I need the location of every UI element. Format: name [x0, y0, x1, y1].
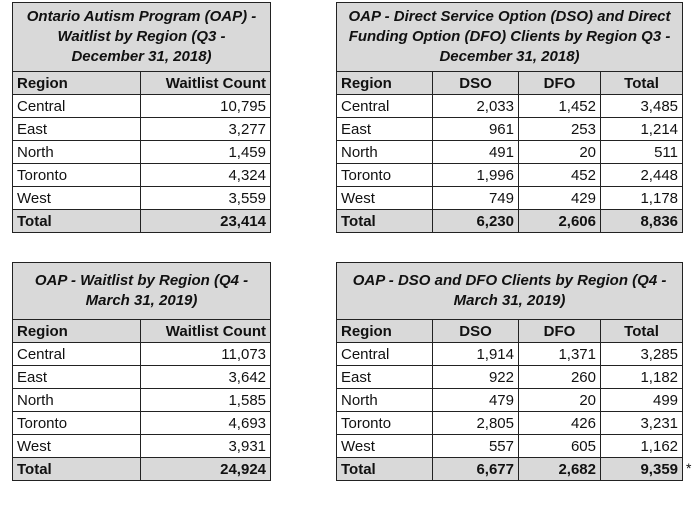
total-value: 24,924 — [141, 458, 271, 481]
column-header: Total — [601, 320, 683, 343]
total-label: Total — [13, 458, 141, 481]
table-row — [13, 412, 271, 435]
table-title — [337, 263, 683, 320]
value-cell: 4,693 — [141, 412, 271, 435]
value-cell: 1,585 — [141, 389, 271, 412]
dfo-cell: 20 — [519, 141, 601, 164]
total-row — [13, 210, 271, 233]
column-header: Total — [601, 72, 683, 95]
column-header: Region — [13, 72, 141, 95]
table-row — [337, 141, 683, 164]
table-row — [337, 366, 683, 389]
region-cell: Central — [13, 343, 141, 366]
total-label: Total — [337, 210, 433, 233]
dso-cell: 557 — [433, 435, 519, 458]
dfo-cell: 605 — [519, 435, 601, 458]
table-row — [337, 187, 683, 210]
region-cell: Toronto — [13, 412, 141, 435]
footnote-marker: * — [686, 460, 692, 476]
region-cell: Toronto — [337, 164, 433, 187]
total-cell: 2,448 — [601, 164, 683, 187]
total-cell: 3,485 — [601, 95, 683, 118]
value-cell: 10,795 — [141, 95, 271, 118]
dfo-cell: 253 — [519, 118, 601, 141]
header-row — [337, 72, 683, 95]
dfo-cell: 1,452 — [519, 95, 601, 118]
dso-cell: 491 — [433, 141, 519, 164]
region-cell: Central — [337, 343, 433, 366]
table-row — [13, 435, 271, 458]
title-line: December 31, 2018) — [439, 48, 580, 65]
region-cell: North — [13, 141, 141, 164]
table-row — [13, 118, 271, 141]
dso-cell: 1,996 — [433, 164, 519, 187]
region-cell: West — [337, 435, 433, 458]
waitlist-q4-table — [12, 262, 271, 481]
dso-cell: 749 — [433, 187, 519, 210]
dso-cell: 961 — [433, 118, 519, 141]
region-cell: East — [337, 366, 433, 389]
region-cell: Central — [337, 95, 433, 118]
total-cell: 1,182 — [601, 366, 683, 389]
dso-dfo-q3-table — [336, 2, 683, 233]
total-cell: 1,214 — [601, 118, 683, 141]
total-value: 23,414 — [141, 210, 271, 233]
table-row — [337, 95, 683, 118]
total-dso: 6,677 — [433, 458, 519, 481]
title-line: Waitlist by Region (Q3 - — [57, 28, 226, 45]
title-line: December 31, 2018) — [71, 48, 212, 65]
region-cell: East — [13, 366, 141, 389]
title-line: March 31, 2019) — [85, 292, 198, 309]
title-line: OAP - Waitlist by Region (Q4 - — [34, 272, 249, 289]
title-line: OAP - DSO and DFO Clients by Region (Q4 - — [352, 272, 667, 289]
title-line: March 31, 2019) — [453, 292, 566, 309]
value-cell: 4,324 — [141, 164, 271, 187]
region-cell: North — [337, 141, 433, 164]
total-cell: 1,178 — [601, 187, 683, 210]
dfo-cell: 452 — [519, 164, 601, 187]
table-row — [337, 118, 683, 141]
region-cell: West — [13, 435, 141, 458]
dso-dfo-q4-table — [336, 262, 683, 481]
dso-cell: 2,805 — [433, 412, 519, 435]
table-row — [13, 389, 271, 412]
table-row — [13, 343, 271, 366]
column-header: DSO — [433, 72, 519, 95]
table-row — [337, 389, 683, 412]
value-cell: 11,073 — [141, 343, 271, 366]
column-header: DFO — [519, 320, 601, 343]
region-cell: Toronto — [337, 412, 433, 435]
total-all: 9,359 — [601, 458, 683, 481]
region-cell: Central — [13, 95, 141, 118]
region-cell: North — [13, 389, 141, 412]
region-cell: Toronto — [13, 164, 141, 187]
table-row — [13, 164, 271, 187]
total-cell: 1,162 — [601, 435, 683, 458]
waitlist-q3-table — [12, 2, 271, 233]
table-row — [13, 187, 271, 210]
total-cell: 3,231 — [601, 412, 683, 435]
value-cell: 3,642 — [141, 366, 271, 389]
dfo-cell: 426 — [519, 412, 601, 435]
table-row — [13, 141, 271, 164]
column-header: Region — [337, 320, 433, 343]
column-header: DFO — [519, 72, 601, 95]
dso-cell: 922 — [433, 366, 519, 389]
header-row — [13, 72, 271, 95]
value-cell: 3,559 — [141, 187, 271, 210]
dfo-cell: 20 — [519, 389, 601, 412]
dso-cell: 1,914 — [433, 343, 519, 366]
title-line: Ontario Autism Program (OAP) - — [26, 8, 257, 25]
table-row — [13, 95, 271, 118]
table-row — [337, 343, 683, 366]
table-title — [337, 3, 683, 72]
table-title — [13, 3, 271, 72]
table-row — [337, 435, 683, 458]
region-cell: West — [13, 187, 141, 210]
region-cell: East — [13, 118, 141, 141]
dfo-cell: 260 — [519, 366, 601, 389]
column-header: Region — [13, 320, 141, 343]
total-cell: 3,285 — [601, 343, 683, 366]
value-cell: 3,277 — [141, 118, 271, 141]
total-all: 8,836 — [601, 210, 683, 233]
column-header: Region — [337, 72, 433, 95]
title-line: OAP - Direct Service Option (DSO) and Direct — [348, 8, 671, 25]
total-label: Total — [13, 210, 141, 233]
total-cell: 499 — [601, 389, 683, 412]
dso-cell: 479 — [433, 389, 519, 412]
dfo-cell: 1,371 — [519, 343, 601, 366]
total-row — [337, 458, 683, 481]
total-row — [337, 210, 683, 233]
total-cell: 511 — [601, 141, 683, 164]
region-cell: West — [337, 187, 433, 210]
total-label: Total — [337, 458, 433, 481]
table-row — [13, 366, 271, 389]
dfo-cell: 429 — [519, 187, 601, 210]
column-header: DSO — [433, 320, 519, 343]
value-cell: 1,459 — [141, 141, 271, 164]
header-row — [337, 320, 683, 343]
value-cell: 3,931 — [141, 435, 271, 458]
total-row — [13, 458, 271, 481]
dso-cell: 2,033 — [433, 95, 519, 118]
region-cell: North — [337, 389, 433, 412]
total-dfo: 2,606 — [519, 210, 601, 233]
header-row — [13, 320, 271, 343]
table-row — [337, 412, 683, 435]
table-row — [337, 164, 683, 187]
table-title — [13, 263, 271, 320]
region-cell: East — [337, 118, 433, 141]
column-header: Waitlist Count — [141, 320, 271, 343]
total-dso: 6,230 — [433, 210, 519, 233]
title-line: Funding Option (DFO) Clients by Region Q3 - — [348, 28, 671, 45]
total-dfo: 2,682 — [519, 458, 601, 481]
column-header: Waitlist Count — [141, 72, 271, 95]
